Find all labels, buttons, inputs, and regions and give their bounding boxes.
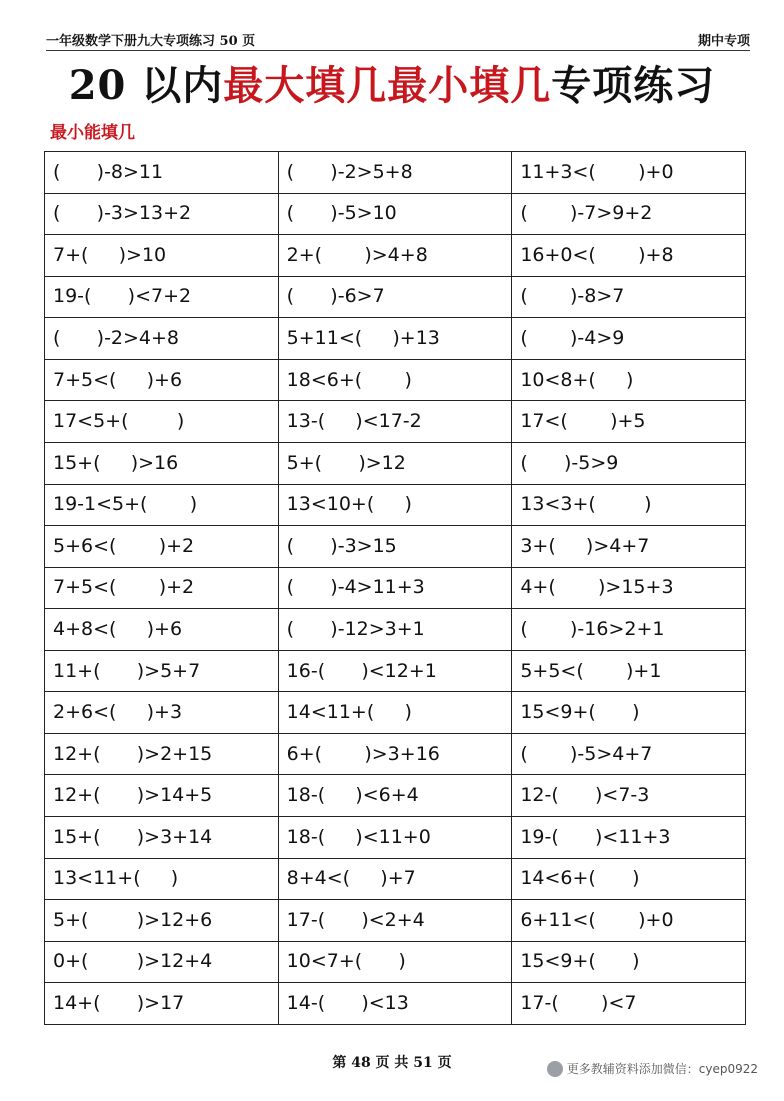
exercise-cell: 14-( )<13: [278, 983, 512, 1025]
exercise-row: [45, 733, 746, 775]
exercise-cell: ( )-6>7: [278, 276, 512, 318]
exercise-cell: 17-( )<7: [512, 983, 746, 1025]
exercise-row: [45, 983, 746, 1025]
exercise-cell: ( )-8>11: [45, 152, 279, 194]
exercise-cell: 10<8+( ): [512, 359, 746, 401]
exercise-cell: 7+5<( )+2: [45, 567, 279, 609]
exercise-cell: 2+( )>4+8: [278, 235, 512, 277]
exercise-cell: 19-( )<11+3: [512, 817, 746, 859]
watermark: [543, 1058, 762, 1079]
exercise-cell: 13-( )<17-2: [278, 401, 512, 443]
exercise-row: [45, 692, 746, 734]
exercise-cell: 15+( )>3+14: [45, 817, 279, 859]
exercise-cell: 4+8<( )+6: [45, 609, 279, 651]
exercise-row: [45, 900, 746, 942]
exercise-cell: ( )-3>13+2: [45, 193, 279, 235]
exercise-cell: 12-( )<7-3: [512, 775, 746, 817]
exercise-cell: 11+3<( )+0: [512, 152, 746, 194]
exercise-cell: 5+5<( )+1: [512, 650, 746, 692]
section-subtitle: 最小能填几: [50, 123, 135, 143]
exercise-cell: 5+11<( )+13: [278, 318, 512, 360]
exercise-row: [45, 235, 746, 277]
exercise-table: [44, 151, 746, 1025]
exercise-row: [45, 484, 746, 526]
exercise-cell: 17-( )<2+4: [278, 900, 512, 942]
exercise-cell: 14<6+( ): [512, 858, 746, 900]
exercise-cell: 2+6<( )+3: [45, 692, 279, 734]
exercise-row: [45, 442, 746, 484]
exercise-row: [45, 152, 746, 194]
header-right-text: 期中专项: [697, 33, 750, 49]
exercise-row: [45, 318, 746, 360]
header-left-text: 一年级数学下册九大专项练习 50 页: [46, 33, 256, 49]
exercise-cell: 16-( )<12+1: [278, 650, 512, 692]
exercise-cell: ( )-2>5+8: [278, 152, 512, 194]
exercise-cell: 14+( )>17: [45, 983, 279, 1025]
exercise-cell: ( )-3>15: [278, 526, 512, 568]
page-number: 第 48 页 共 51 页: [332, 1055, 452, 1071]
exercise-cell: 7+5<( )+6: [45, 359, 279, 401]
exercise-cell: ( )-5>9: [512, 442, 746, 484]
exercise-cell: 8+4<( )+7: [278, 858, 512, 900]
exercise-cell: 16+0<( )+8: [512, 235, 746, 277]
exercise-cell: 7+( )>10: [45, 235, 279, 277]
exercise-cell: 18-( )<11+0: [278, 817, 512, 859]
exercise-cell: 0+( )>12+4: [45, 941, 279, 983]
exercise-cell: ( )-8>7: [512, 276, 746, 318]
exercise-cell: 15+( )>16: [45, 442, 279, 484]
exercise-row: [45, 567, 746, 609]
exercise-row: [45, 359, 746, 401]
wechat-logo-icon: [547, 1061, 563, 1077]
exercise-row: [45, 650, 746, 692]
exercise-row: [45, 276, 746, 318]
exercise-cell: ( )-4>11+3: [278, 567, 512, 609]
exercise-row: [45, 609, 746, 651]
exercise-cell: 6+11<( )+0: [512, 900, 746, 942]
exercise-row: [45, 817, 746, 859]
exercise-cell: 12+( )>2+15: [45, 733, 279, 775]
exercise-cell: ( )-12>3+1: [278, 609, 512, 651]
watermark-text: 更多教辅资料添加微信：cyep0922: [566, 1062, 758, 1076]
exercise-cell: 6+( )>3+16: [278, 733, 512, 775]
exercise-cell: 13<3+( ): [512, 484, 746, 526]
exercise-cell: 15<9+( ): [512, 941, 746, 983]
exercise-cell: 13<11+( ): [45, 858, 279, 900]
exercise-row: [45, 941, 746, 983]
exercise-cell: ( )-16>2+1: [512, 609, 746, 651]
exercise-cell: ( )-7>9+2: [512, 193, 746, 235]
exercise-cell: 18<6+( ): [278, 359, 512, 401]
exercise-cell: 5+6<( )+2: [45, 526, 279, 568]
exercise-cell: 18-( )<6+4: [278, 775, 512, 817]
page-title: [0, 58, 784, 114]
exercise-cell: 19-1<5+( ): [45, 484, 279, 526]
exercise-cell: ( )-5>4+7: [512, 733, 746, 775]
exercise-cell: ( )-2>4+8: [45, 318, 279, 360]
exercise-row: [45, 193, 746, 235]
page-header: [46, 28, 750, 51]
exercise-cell: 10<7+( ): [278, 941, 512, 983]
exercise-cell: 17<5+( ): [45, 401, 279, 443]
exercise-cell: ( )-5>10: [278, 193, 512, 235]
exercise-cell: 17<( )+5: [512, 401, 746, 443]
exercise-cell: 12+( )>14+5: [45, 775, 279, 817]
title-part-2: 最大填几最小填几: [223, 62, 552, 109]
exercise-cell: 14<11+( ): [278, 692, 512, 734]
exercise-row: [45, 401, 746, 443]
title-part-1: 20 以内: [68, 62, 224, 109]
exercise-cell: 4+( )>15+3: [512, 567, 746, 609]
exercise-cell: ( )-4>9: [512, 318, 746, 360]
exercise-cell: 19-( )<7+2: [45, 276, 279, 318]
exercise-cell: 11+( )>5+7: [45, 650, 279, 692]
exercise-cell: 13<10+( ): [278, 484, 512, 526]
title-part-3: 专项练习: [551, 62, 716, 109]
exercise-row: [45, 775, 746, 817]
exercise-cell: 3+( )>4+7: [512, 526, 746, 568]
exercise-cell: 5+( )>12: [278, 442, 512, 484]
exercise-row: [45, 858, 746, 900]
exercise-cell: 5+( )>12+6: [45, 900, 279, 942]
exercise-cell: 15<9+( ): [512, 692, 746, 734]
exercise-row: [45, 526, 746, 568]
